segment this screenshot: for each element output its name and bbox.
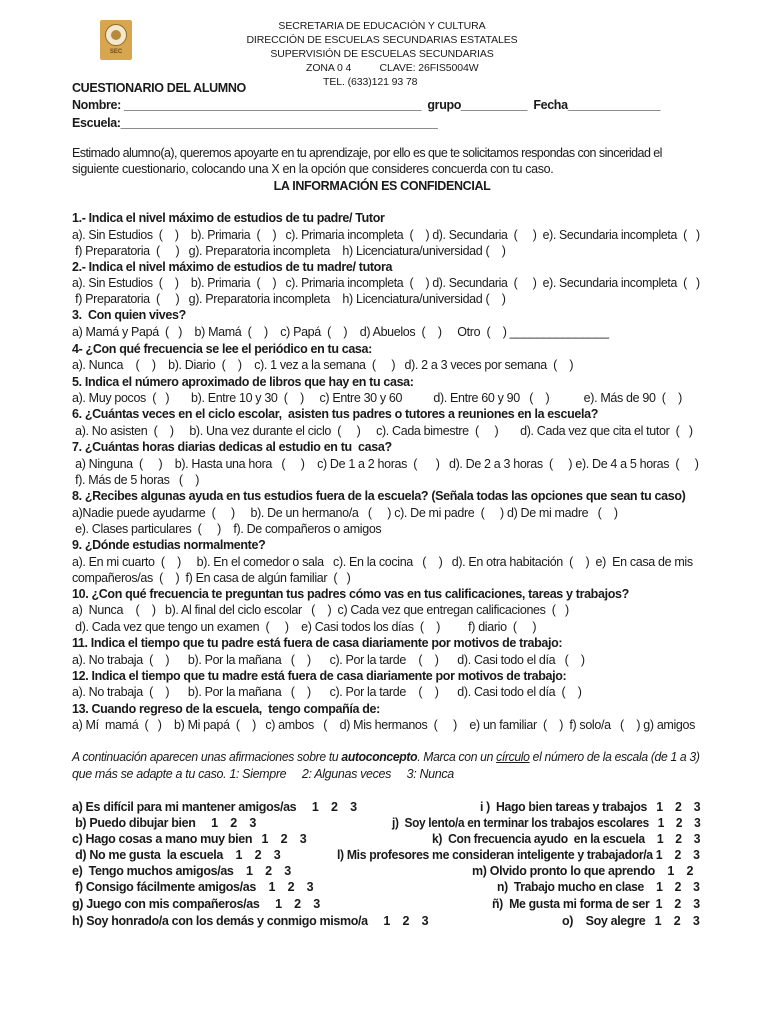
intro-line-1: Estimado alumno(a), queremos apoyarte en tu aprendizaje, por ello es que te solicitamos respondas con sinceridad el <box>72 146 662 160</box>
question-2: 2.- Indica el nivel máximo de estudios de tu madre/ tutora <box>72 260 393 274</box>
question-11: 11. Indica el tiempo que tu padre está fuera de casa diariamente por motivos de trabajo: <box>72 636 563 650</box>
question-7: 7. ¿Cuántas horas diarias dedicas al estudio en tu casa? <box>72 440 392 454</box>
question-5-options[interactable]: a). Muy pocos ( ) b). Entre 10 y 30 ( ) c) Entre 30 y 60 d). Entre 60 y 90 ( ) e). Más de 90 ( ) <box>72 391 682 405</box>
question-8-options[interactable]: a)Nadie puede ayudarme ( ) b). De un hermano/a ( ) c). De mi padre ( ) d) De mi madre ( ) <box>72 506 618 520</box>
question-13: 13. Cuando regreso de la escuela, tengo compañía de: <box>72 702 380 716</box>
autoconcepto-scale-legend: que más se adapte a tu caso. 1: Siempre 2: Algunas veces 3: Nunca <box>72 767 454 781</box>
header-line-5: TEL. (633)121 93 78 <box>323 76 418 88</box>
header-line-4: ZONA 0 4 CLAVE: 26FIS5004W <box>306 62 479 74</box>
autoconcepto-instructions: A continuación aparecen unas afirmaciones sobre tu autoconcepto. Marca con un círculo el número de la escala (de 1 a 3) <box>72 750 700 764</box>
question-12-options[interactable]: a). No trabaja ( ) b). Por la mañana ( ) c). Por la tarde ( ) d). Casi todo el día ( ) <box>72 685 582 699</box>
question-8-options[interactable]: e). Clases particulares ( ) f). De compañeros o amigos <box>72 522 382 536</box>
nombre-field[interactable]: Nombre: _____________________________________________ grupo__________ Fecha______________ <box>72 98 661 112</box>
scale-item-a[interactable]: a) Es difícil para mi mantener amigos/as 1 2 3 <box>72 800 357 814</box>
question-7-options[interactable]: f). Más de 5 horas ( ) <box>72 473 200 487</box>
question-6-options[interactable]: a). No asisten ( ) b). Una vez durante el ciclo ( ) c). Cada bimestre ( ) d). Cada vez que cita el tutor ( ) <box>72 424 693 438</box>
scale-item-i[interactable]: i ) Hago bien tareas y trabajos 1 2 3 <box>480 800 701 814</box>
scale-item-n[interactable]: n) Trabajo mucho en clase 1 2 3 <box>497 880 700 894</box>
question-3: 3. Con quien vives? <box>72 308 186 322</box>
scale-item-d[interactable]: d) No me gusta la escuela 1 2 3 <box>72 848 281 862</box>
question-4-options[interactable]: a). Nunca ( ) b). Diario ( ) c). 1 vez a la semana ( ) d). 2 a 3 veces por semana ( ) <box>72 358 574 372</box>
question-1: 1.- Indica el nivel máximo de estudios de tu padre/ Tutor <box>72 211 385 225</box>
logo-caption: SEC <box>109 49 123 55</box>
question-9-options[interactable]: a). En mi cuarto ( ) b). En el comedor o sala c). En la cocina ( ) d). En otra habitación ( ) e) En casa de mis <box>72 555 693 569</box>
question-1-options[interactable]: a). Sin Estudios ( ) b). Primaria ( ) c). Primaria incompleta ( ) d). Secundaria ( ) e). Secundaria incompleta ( ) <box>72 228 700 242</box>
scale-item-e[interactable]: e) Tengo muchos amigos/as 1 2 3 <box>72 864 291 878</box>
header-line-3: SUPERVISIÓN DE ESCUELAS SECUNDARIAS <box>270 48 494 60</box>
scale-item-l[interactable]: l) Mis profesores me consideran inteligente y trabajador/a 1 2 3 <box>337 848 700 862</box>
header-line-1: SECRETARIA DE EDUCACIÓN Y CULTURA <box>278 20 486 32</box>
question-2-options[interactable]: a). Sin Estudios ( ) b). Primaria ( ) c). Primaria incompleta ( ) d). Secundaria ( ) e). Secundaria incompleta ( ) <box>72 276 700 290</box>
scale-item-g[interactable]: g) Juego con mis compañeros/as 1 2 3 <box>72 897 320 911</box>
scale-item-b[interactable]: b) Puedo dibujar bien 1 2 3 <box>72 816 256 830</box>
scale-item-o[interactable]: o) Soy alegre 1 2 3 <box>562 914 700 928</box>
intro-line-2: siguiente cuestionario, colocando una X en la opción que consideres concuerda con tu caso. <box>72 162 554 176</box>
escuela-field[interactable]: Escuela:________________________________________________ <box>72 116 438 130</box>
seal-icon <box>105 24 127 46</box>
scale-item-j[interactable]: j) Soy lento/a en terminar los trabajos escolares 1 2 3 <box>392 816 701 830</box>
sec-logo <box>100 20 132 60</box>
scale-item-enye[interactable]: ñ) Me gusta mi forma de ser 1 2 3 <box>492 897 700 911</box>
scale-item-f[interactable]: f) Consigo fácilmente amigos/as 1 2 3 <box>72 880 314 894</box>
question-2-options[interactable]: f) Preparatoria ( ) g). Preparatoria incompleta h) Licenciatura/universidad ( ) <box>72 292 506 306</box>
question-10-options[interactable]: a) Nunca ( ) b). Al final del ciclo escolar ( ) c) Cada vez que entregan calificaciones ( ) <box>72 603 569 617</box>
question-10-options[interactable]: d). Cada vez que tengo un examen ( ) e) Casi todos los días ( ) f) diario ( ) <box>72 620 537 634</box>
question-12: 12. Indica el tiempo que tu madre está fuera de casa diariamente por motivos de trabajo: <box>72 669 567 683</box>
question-6: 6. ¿Cuántas veces en el ciclo escolar, asisten tus padres o tutores a reuniones en la escuela? <box>72 407 599 421</box>
question-9-options[interactable]: compañeros/as ( ) f) En casa de algún familiar ( ) <box>72 571 351 585</box>
scale-item-m[interactable]: m) Olvido pronto lo que aprendo 1 2 <box>472 864 694 878</box>
header-line-2: DIRECCIÓN DE ESCUELAS SECUNDARIAS ESTATALES <box>246 34 518 46</box>
question-8: 8. ¿Recibes algunas ayuda en tus estudios fuera de la escuela? (Señala todas las opciones que sean tu caso) <box>72 489 686 503</box>
scale-item-h[interactable]: h) Soy honrado/a con los demás y conmigo mismo/a 1 2 3 <box>72 914 429 928</box>
question-4: 4- ¿Con qué frecuencia se lee el periódico en tu casa: <box>72 342 372 356</box>
question-3-options[interactable]: a) Mamá y Papá ( ) b) Mamá ( ) c) Papá ( ) d) Abuelos ( ) Otro ( ) _______________ <box>72 325 609 339</box>
scale-item-c[interactable]: c) Hago cosas a mano muy bien 1 2 3 <box>72 832 307 846</box>
question-1-options[interactable]: f) Preparatoria ( ) g). Preparatoria incompleta h) Licenciatura/universidad ( ) <box>72 244 506 258</box>
question-7-options[interactable]: a) Ninguna ( ) b). Hasta una hora ( ) c) De 1 a 2 horas ( ) d). De 2 a 3 horas ( ) e). De 4 a 5 horas ( ) <box>72 457 699 471</box>
form-title: CUESTIONARIO DEL ALUMNO <box>72 81 246 95</box>
question-9: 9. ¿Dónde estudias normalmente? <box>72 538 266 552</box>
question-5: 5. Indica el número aproximado de libros que hay en tu casa: <box>72 375 414 389</box>
question-11-options[interactable]: a). No trabaja ( ) b). Por la mañana ( ) c). Por la tarde ( ) d). Casi todo el día ( ) <box>72 653 585 667</box>
confidential-note: LA INFORMACIÓN ES CONFIDENCIAL <box>273 179 491 193</box>
scale-item-k[interactable]: k) Con frecuencia ayudo en la escuela 1 2 3 <box>432 832 701 846</box>
question-13-options[interactable]: a) Mí mamá ( ) b) Mi papá ( ) c) ambos ( d) Mis hermanos ( ) e) un familiar ( ) f) solo/a ( ) g) amigos <box>72 718 696 732</box>
question-10: 10. ¿Con qué frecuencia te preguntan tus padres cómo vas en tus calificaciones, tareas y trabajos? <box>72 587 629 601</box>
